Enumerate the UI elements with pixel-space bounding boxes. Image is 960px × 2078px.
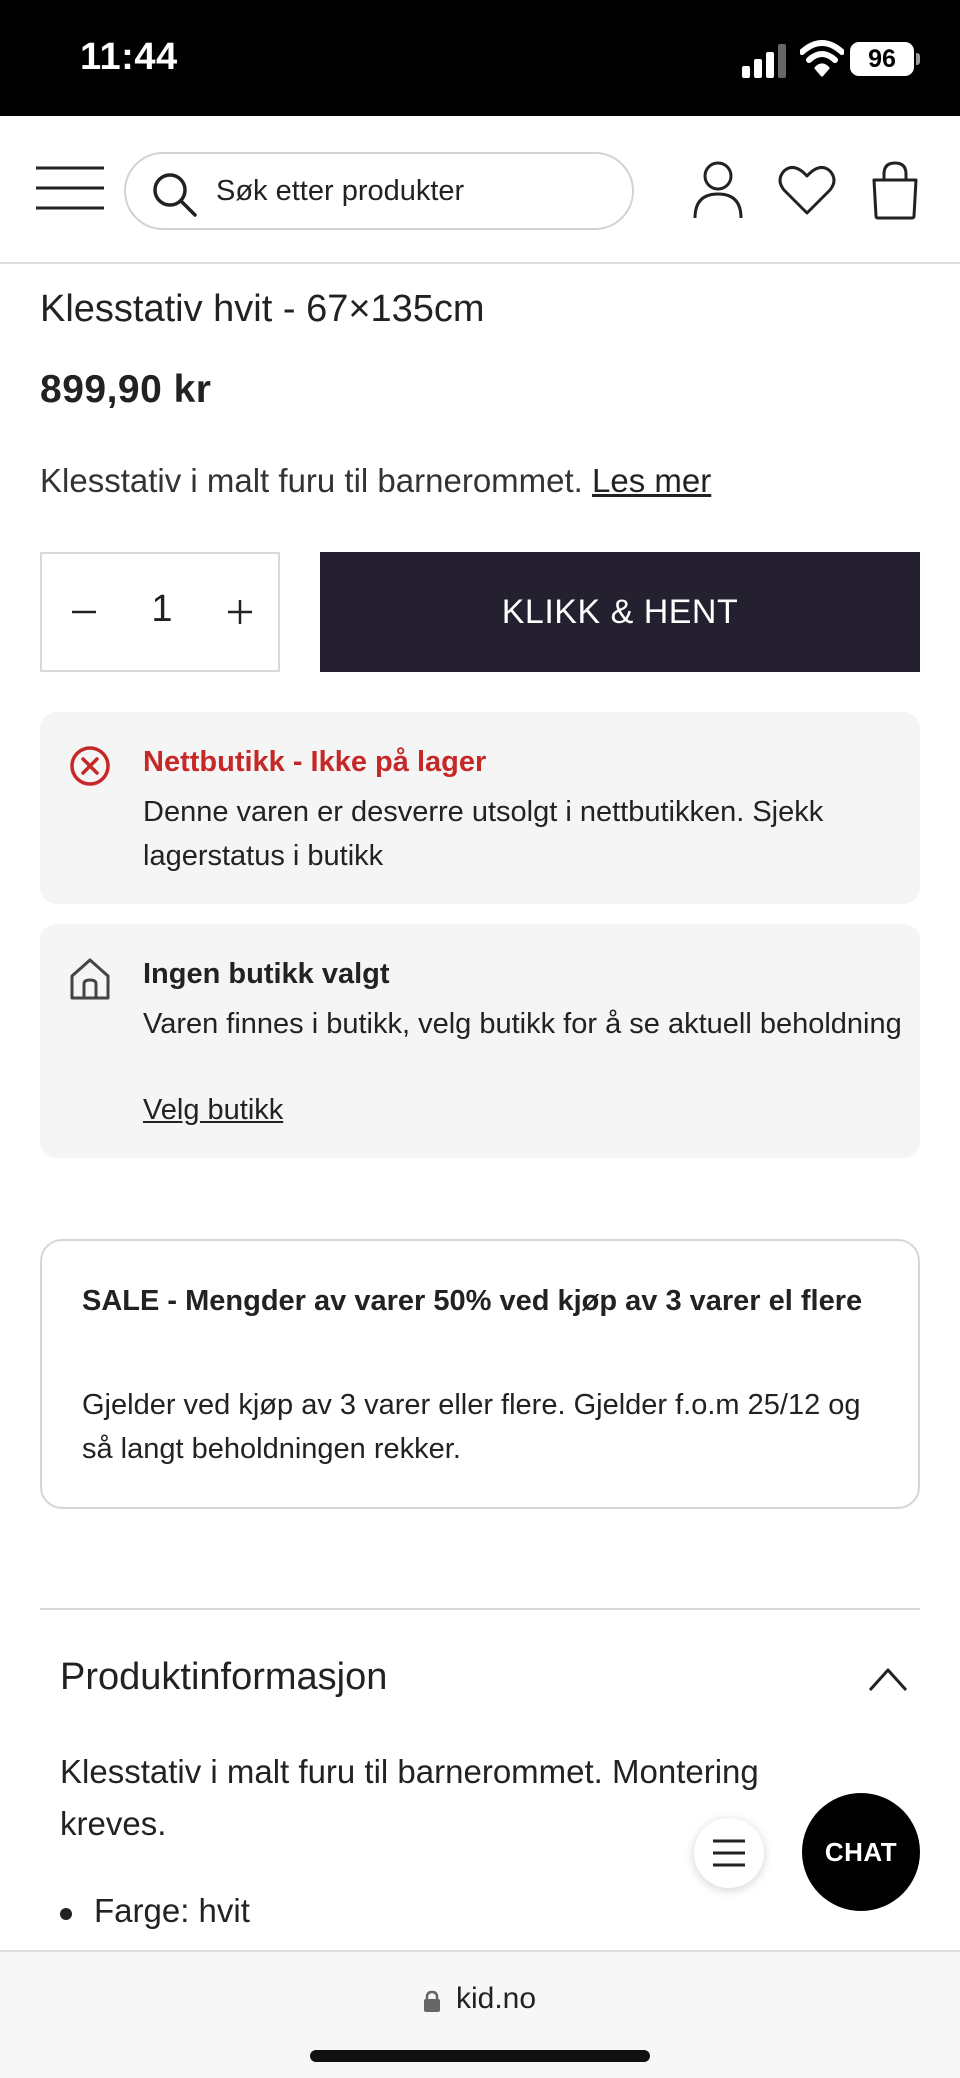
quantity-value[interactable]: 1 [151, 588, 173, 630]
choose-store-link[interactable]: Velg butikk [143, 1094, 284, 1126]
sale-text: Gjelder ved kjøp av 3 varer eller flere. Gjelder f.o.m 25/12 og så langt beholdningen rekker. [82, 1389, 861, 1465]
wifi-icon [800, 40, 844, 78]
product-info-accordion-header[interactable] [40, 1640, 920, 1720]
home-indicator[interactable] [310, 2050, 650, 2062]
product-short-description [40, 462, 711, 500]
floating-menu-button[interactable] [694, 1818, 764, 1888]
product-info-heading: Produktinformasjon [60, 1656, 388, 1698]
product-price: 899,90 kr [40, 368, 212, 411]
chat-button[interactable]: CHAT [802, 1793, 920, 1911]
battery-indicator: 96 [850, 42, 914, 76]
shopping-bag-icon[interactable] [870, 160, 920, 220]
search-icon[interactable] [150, 170, 198, 218]
account-icon[interactable] [692, 160, 744, 220]
read-more-link[interactable]: Les mer [592, 462, 712, 499]
product-info-body: Klesstativ i malt furu til barnerommet. Montering kreves. [60, 1753, 759, 1842]
lock-icon [424, 1990, 440, 2012]
bullet-dot [60, 1908, 72, 1920]
click-and-collect-button[interactable]: KLIKK & HENT [320, 552, 920, 672]
online-stock-title: Nettbutikk - Ikke på lager [143, 746, 487, 778]
online-stock-notice [40, 712, 920, 904]
wishlist-heart-icon[interactable] [778, 164, 836, 216]
cellular-signal-icon [742, 44, 786, 78]
status-time: 11:44 [80, 36, 178, 78]
battery-nub [916, 53, 920, 65]
minus-icon[interactable] [64, 592, 104, 632]
section-divider [40, 1608, 920, 1610]
error-circle-x-icon [68, 744, 112, 788]
store-house-icon [68, 956, 112, 1000]
chevron-up-icon[interactable] [866, 1664, 910, 1694]
url-text[interactable]: kid.no [456, 1982, 537, 2015]
search-input[interactable] [216, 154, 616, 228]
search-bar[interactable] [124, 152, 634, 230]
online-stock-text: Denne varen er desverre utsolgt i nettbutikken. Sjekk lagerstatus i butikk [143, 796, 824, 872]
plus-icon[interactable] [220, 592, 260, 632]
product-title: Klesstativ hvit - 67×135cm [40, 288, 485, 330]
bullet-text: Farge: hvit [94, 1892, 250, 1929]
site-header [0, 116, 960, 264]
short-description-text: Klesstativ i malt furu til barnerommet. [40, 462, 583, 499]
store-stock-title: Ingen butikk valgt [143, 958, 390, 990]
sale-promotion-box [40, 1239, 920, 1509]
list-menu-icon [713, 1839, 745, 1867]
status-bar [0, 0, 960, 116]
store-stock-notice [40, 924, 920, 1158]
hamburger-menu-icon[interactable] [36, 166, 104, 210]
browser-url-bar[interactable] [0, 1950, 960, 2078]
sale-title: SALE - Mengder av varer 50% ved kjøp av 3 varer el flere [82, 1285, 863, 1317]
quantity-stepper [40, 552, 280, 672]
store-stock-text: Varen finnes i butikk, velg butikk for å se aktuell beholdning [143, 1008, 902, 1040]
